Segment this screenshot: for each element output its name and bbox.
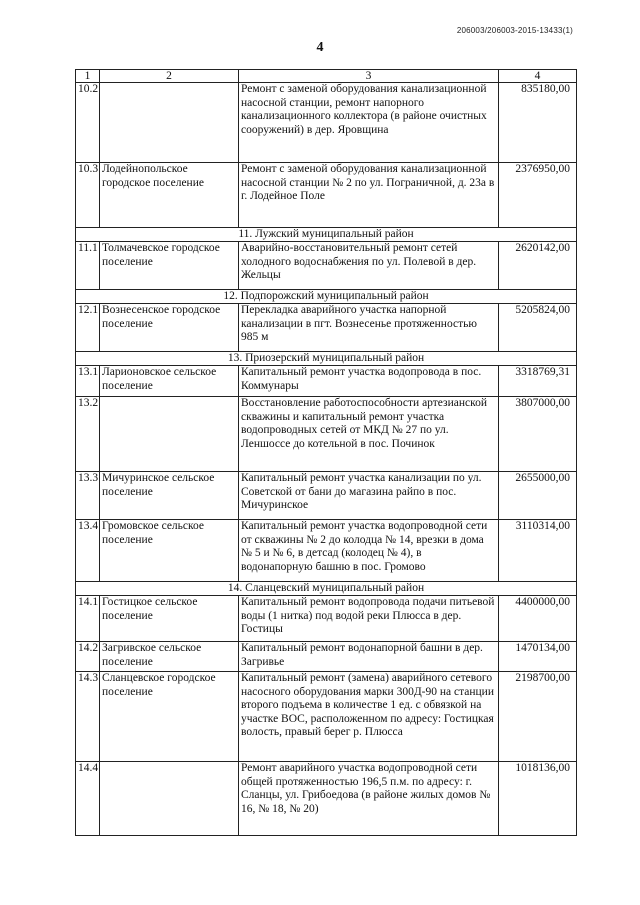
amount-cell: 5205824,00 (499, 304, 577, 352)
settlement-cell: Мичуринское сельское поселение (100, 472, 239, 520)
work-description: Восстановление работоспособности артезианской скважины и капитальный ремонт участка водопроводных сетей от МКД № 27 по ул. Леншоссе до котельной в пос. Починок (239, 397, 499, 472)
table-row (76, 596, 577, 642)
settlement-cell: Громовское сельское поселение (100, 520, 239, 582)
work-description: Капитальный ремонт участка водопровода в пос. Коммунары (239, 366, 499, 397)
amount-cell: 2376950,00 (499, 163, 577, 228)
amount-cell: 3807000,00 (499, 397, 577, 472)
settlement-cell (100, 397, 239, 472)
amount-cell: 2198700,00 (499, 672, 577, 762)
row-number: 14.2 (76, 642, 100, 672)
row-number: 14.4 (76, 762, 100, 836)
section-header (76, 228, 577, 242)
column-number-4: 4 (499, 70, 577, 83)
settlement-cell: Вознесенское городское поселение (100, 304, 239, 352)
work-description: Аварийно-восстановительный ремонт сетей холодного водоснабжения по ул. Полевой в дер. Жельцы (239, 242, 499, 290)
settlement-cell (100, 762, 239, 836)
settlement-cell (100, 83, 239, 163)
row-number: 10.3 (76, 163, 100, 228)
settlement-cell: Гостицкое сельское поселение (100, 596, 239, 642)
work-description: Капитальный ремонт участка водопроводной сети от скважины № 2 до колодца № 14, врезки в дома № 5 и № 6, в детсад (колодец № 4), в водонапорную башню в пос. Громово (239, 520, 499, 582)
table-row (76, 472, 577, 520)
table-row (76, 83, 577, 163)
work-description: Ремонт с заменой оборудования канализационной насосной станции № 2 по ул. Пограничной, д. 23а в г. Лодейное Поле (239, 163, 499, 228)
amount-cell: 4400000,00 (499, 596, 577, 642)
settlement-cell: Сланцевское городское поселение (100, 672, 239, 762)
row-number: 14.1 (76, 596, 100, 642)
section-header (76, 582, 577, 596)
table-row (76, 163, 577, 228)
column-number-row (76, 70, 577, 83)
column-number-1: 1 (76, 70, 100, 83)
settlement-cell: Толмачевское городское поселение (100, 242, 239, 290)
column-number-2: 2 (100, 70, 239, 83)
work-description: Ремонт аварийного участка водопроводной сети общей протяженностью 196,5 п.м. по адресу: г. Сланцы, ул. Грибоедова (в районе жилых домов № 16, № 18, № 20) (239, 762, 499, 836)
work-description: Капитальный ремонт участка канализации по ул. Советской от бани до магазина райпо в пос. Мичуринское (239, 472, 499, 520)
row-number: 13.2 (76, 397, 100, 472)
settlement-cell: Загривское сельское поселение (100, 642, 239, 672)
table-row (76, 242, 577, 290)
section-title: 14. Сланцевский муниципальный район (76, 582, 577, 596)
amount-cell: 1470134,00 (499, 642, 577, 672)
amount-cell: 835180,00 (499, 83, 577, 163)
amount-cell: 2620142,00 (499, 242, 577, 290)
table-row (76, 366, 577, 397)
work-description: Капитальный ремонт водопровода подачи питьевой воды (1 нитка) под водой реки Плюсса в дер. Гостицы (239, 596, 499, 642)
amount-cell: 1018136,00 (499, 762, 577, 836)
settlement-cell: Ларионовское сельское поселение (100, 366, 239, 397)
row-number: 13.4 (76, 520, 100, 582)
amount-cell: 3318769,31 (499, 366, 577, 397)
section-title: 12. Подпорожский муниципальный район (76, 290, 577, 304)
row-number: 13.1 (76, 366, 100, 397)
work-description: Ремонт с заменой оборудования канализационной насосной станции, ремонт напорного канализационного коллектора (в районе очистных сооружений) в дер. Яровщина (239, 83, 499, 163)
row-number: 10.2 (76, 83, 100, 163)
table-row (76, 397, 577, 472)
row-number: 14.3 (76, 672, 100, 762)
amount-cell: 3110314,00 (499, 520, 577, 582)
section-title: 13. Приозерский муниципальный район (76, 352, 577, 366)
work-description: Капитальный ремонт водонапорной башни в дер. Загривье (239, 642, 499, 672)
row-number: 11.1 (76, 242, 100, 290)
page-number: 4 (316, 40, 324, 55)
section-header (76, 290, 577, 304)
table-row (76, 672, 577, 762)
column-number-3: 3 (239, 70, 499, 83)
works-table (75, 69, 577, 836)
section-header (76, 352, 577, 366)
document-id: 206003/206003-2015-13433(1) (456, 26, 573, 35)
table-row (76, 762, 577, 836)
table-row (76, 642, 577, 672)
table-row (76, 304, 577, 352)
amount-cell: 2655000,00 (499, 472, 577, 520)
row-number: 13.3 (76, 472, 100, 520)
settlement-cell: Лодейнопольское городское поселение (100, 163, 239, 228)
section-title: 11. Лужский муниципальный район (76, 228, 577, 242)
work-description: Капитальный ремонт (замена) аварийного сетевого насосного оборудования марки 300Д-90 на станции второго подъема в количестве 1 ед. с обвязкой на участке ВОС, расположенном по адресу: Гостицкая волость, правый берег р. Плюсса (239, 672, 499, 762)
row-number: 12.1 (76, 304, 100, 352)
work-description: Перекладка аварийного участка напорной канализации в пгт. Вознесенье протяженностью 985 м (239, 304, 499, 352)
table-row (76, 520, 577, 582)
